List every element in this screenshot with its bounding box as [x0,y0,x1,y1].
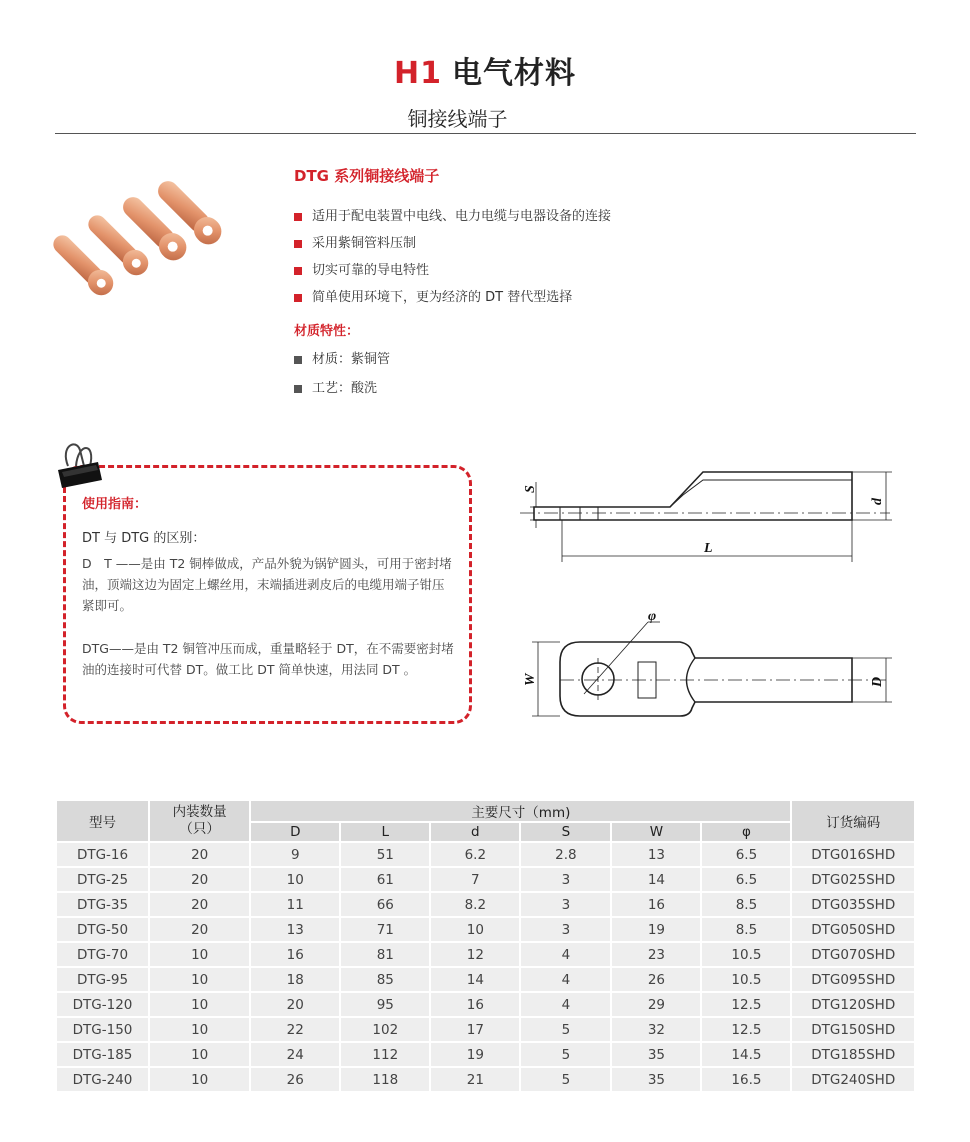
col-header-S: S [521,823,610,841]
feature-list [294,203,611,311]
col-header-W: W [612,823,700,841]
square-bullet-icon [294,267,302,275]
col-header-order-code: 订货编码 [792,801,914,841]
col-header-model: 型号 [57,801,148,841]
series-title: DTG 系列铜接线端子 [294,167,440,185]
binder-clip-icon [54,436,104,496]
square-bullet-icon [294,385,302,393]
section-code: H1 [394,56,442,91]
guide-paragraph-dtg: DTG——是由 T2 铜管冲压而成，重量略轻于 DT，在不需要密封堵油的连接时可代替 DT。做工比 DT 简单快速，用法同 DT 。 [82,641,454,677]
feature-item: 采用紫铜管料压制 [294,230,611,257]
col-header-L: L [341,823,429,841]
col-header-d: d [431,823,519,841]
square-bullet-icon [294,240,302,248]
guide-paragraph-dt: D T ——是由 T2 铜棒做成，产品外貌为锅铲圆头，可用于密封堵油，顶端这边为固定上螺丝用，末端插进剥皮后的电缆用端子钳压紧即可。 [82,556,452,613]
page-subtitle: 铜接线端子 [407,107,508,131]
square-bullet-icon [294,294,302,302]
dim-label-s: S [523,485,538,493]
table-row: DTG-50 20 13 71 10 3 19 8.5 DTG050SHD [57,918,914,941]
table-row: DTG-35 20 11 66 8.2 3 16 8.5 DTG035SHD [57,893,914,916]
copper-lug-product-image [46,178,246,308]
table-row: DTG-95 10 18 85 14 4 26 10.5 DTG095SHD [57,968,914,991]
square-bullet-icon [294,356,302,364]
table-row: DTG-240 10 26 118 21 5 35 16.5 DTG240SHD [57,1068,914,1091]
dim-label-w: W [523,673,538,686]
material-item: 材质：紫铜管 [294,345,390,374]
feature-item: 切实可靠的导电特性 [294,257,611,284]
section-title: 电气材料 [451,56,576,91]
dim-label-d-small: d [870,498,885,505]
col-header-phi: φ [702,823,790,841]
dim-label-l: L [704,541,713,556]
technical-drawing [520,462,900,732]
table-row: DTG-185 10 24 112 19 5 35 14.5 DTG185SHD [57,1043,914,1066]
feature-item: 简单使用环境下，更为经济的 DT 替代型选择 [294,284,611,311]
col-header-qty: 内装数量（只） [150,801,249,841]
col-header-main-dims: 主要尺寸（mm) [251,801,790,821]
table-row: DTG-16 20 9 51 6.2 2.8 13 6.5 DTG016SHD [57,843,914,866]
header-divider [55,133,916,134]
square-bullet-icon [294,213,302,221]
table-row: DTG-70 10 16 81 12 4 23 10.5 DTG070SHD [57,943,914,966]
col-header-D: D [251,823,339,841]
page-title [0,48,970,92]
dim-label-phi: φ [648,609,657,624]
table-row: DTG-25 20 10 61 7 3 14 6.5 DTG025SHD [57,868,914,891]
material-item: 工艺：酸洗 [294,374,390,403]
table-row: DTG-150 10 22 102 17 5 32 12.5 DTG150SHD [57,1018,914,1041]
dim-label-d-large: D [870,676,885,687]
feature-item: 适用于配电装置中电线、电力电缆与电器设备的连接 [294,203,611,230]
table-row: DTG-120 10 20 95 16 4 29 12.5 DTG120SHD [57,993,914,1016]
materials-list [294,345,390,403]
guide-subtitle: DT 与 DTG 的区别： [82,531,206,546]
spec-table [55,799,916,1093]
guide-title: 使用指南： [82,497,148,512]
materials-title: 材质特性： [294,324,360,339]
